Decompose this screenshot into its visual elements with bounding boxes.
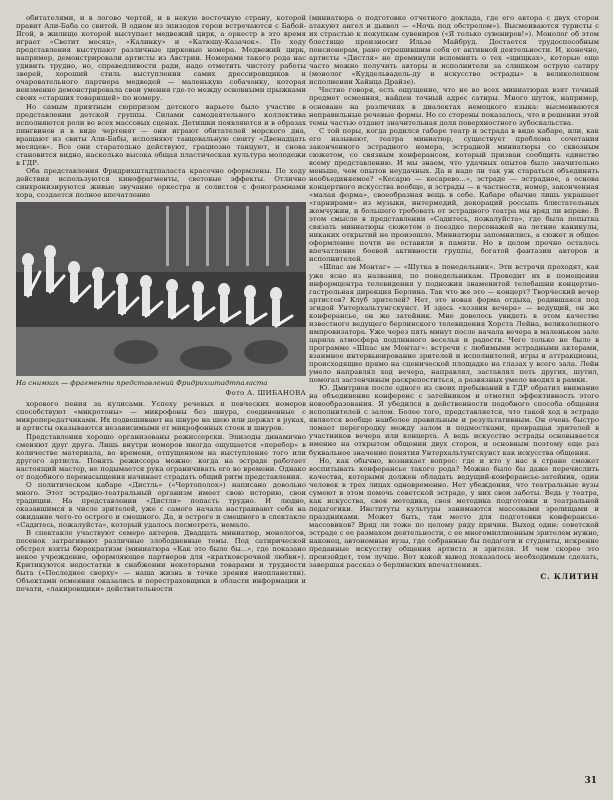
paragraph: «Шпас ам Монтаг» — «Шутка в понедельник». Эти встречи проходят, как уже ясно из названия, по понедельникам. Проводит их в помещении информцентра телевидения у подножия знаменитой телебашни концертно-гастрольная дирекция Берлина. Так что же это — концерт? Творческий вечер артистов? Клуб зрителей? Нет, это новая форма отдыха, родившаяся под эгидой Унтерхальтунгскунст. И здесь «хозяин вечера» — ведущий, он же конферансье, он же затейник. Мне довелось увидеть в этом качестве известного ведущего берлинского телевидения Хорста Лейна, великолепного импровизатора. Уже через пять минут после начала вечера в маленьком зале царила атмосфера подлинного веселья и радости. Чего только не было в программе «Шпас ам Монтаг»: встречи с любимыми эстрадными актерами, взаимное интервьюирование зрителей и исполнителей, игры и аттракционы, происходящие прямо на сценической площадке на глазах у всего зала. Лейн умело направлял ход вечера, направлял, заставлял петь других, шутил, помогал застенчивым раскрепоститься, а развязных умело вводил в рамки.	[309, 263, 599, 385]
paragraph: (миниатюра о подготовке отчетного доклада, где его автора с двух сторон атакуют ангел и дьявол — «Ночь под обстрелом»). Высмеиваются туристы с их страстью к покупкам сувениров («Я только сувениров!»). Монолог об этом блестяще произносит Ильзе Майбруд. Достается трудоспособным пенсионерам, рано отрешившим себя от активной деятельности. И, конечно, артисты «Дистля» не преминули вспомнить о тех «щищках», которые еще часто можно получить авторы и исполнители за слишком острую сатиру (монолог «Куддельвадель-ду и искусство эстрады» в великолепном исполнении Хайнца Драйзе).	[309, 14, 599, 87]
left-column	[16, 14, 306, 593]
paragraph: С той поры, когда родился габаре театр и эстрада в виде кабаре, или, как его называют, театра миниатюр, существует проблема сочетания законченного эстрадного номера, эстрадной миниатюры со сквозным сюжетом, со связным конферансом, который призван сообщить единство всему представлению. И мы знаем, что удачных опытов было значительно меньше, чем опытов неудачных. Да и надо ли так уж стараться объединять необъединяемое? «Кесарю — кесарево...», эстраде — эстрадное, а основа концертного искусства вообще, и эстрады — в частности, номер, законченная «малая форма», своеобразная вещь в себе. Кабаре обычно лишь украшает «гарнирами» из музыки, интермедий, декораций россыпь блистательных жемчужин, и большего требовать от эстрадного театра мы вряд ли вправе. В этом смысле в представлении «Садитесь, пожалуйста», где была попытка связать миниатюры сюжетом о поездке персонажей на летние каникулы, никаких открытий не произошло. Миниатюры запомнились, а сюжет и общее оформление почти не оставили в памяти. Но в целом прочно осталось впечатление боевой активности группы, богатой фантазии авторов и исполнителей.	[309, 126, 599, 264]
paragraph: Оба представления Фридрихштадтпаласта красочно оформлены. По ходу действия используются кинофрагменты, световые эффекты. Отлично синхронизируются живые звучание оркестра и солистов с фонограммами хора, создается полное впечатление	[16, 166, 306, 200]
paragraph: Но, как обычно, возникает вопрос: где и кто у нас в стране сможет воспитывать конферансье такого рода? Можно было бы даже перечислить качества, которыми должен обладать ведущий-конферансье-затейник, один человек в трех лицах одновременно. Нет убеждения, что театральные вузы сумеют в этом помочь советской эстраде, у них свои заботы. Ведь у театра, как искусства, своя методика, своя методика подготовки и театральной педагогики. Институты культуры занимаются массовыми зрелищами и праздниками. Может быть, там место для подготовки конферансье-массовиков? Вряд ли тоже по целому ряду причин. Выход один: советской эстраде с ее размахом деятельности, с ее многомиллионным зрителем нужно, наконец, автономные вузы, где собранные бы педагоги и студенты, искренне преданные искусству общения артиста и зрителя. И чем скорее это произойдет, тем лучше. Вот какой вывод показалось необходимым сделать, завершая рассказ о берлинских впечатлениях.	[309, 456, 599, 570]
paragraph: Честно говоря, есть ощущение, что не во всех миниатюрах взят точный предмет осмеяния, найден точный адрес сатиры. Много шуток, например, основано на различиях в диалектах немецкого языка: высмеиваются неправильные речевые формы. Но со стороны показалось, что в решении этой темы частью отдают значительная доля поверхностного зубоскальства.	[309, 86, 599, 127]
paragraph: О политическом кабаре «Дистль» («Чертополох») написано довольно много. Этот эстрадно-театральный организм имеет свою историю, свои традиции. На представлении «Дистля» попасть трудно. И людно, оказавшимся в числе зрителей, уже с самого начала настраивают себя на ожидание чего-то острого и смешного. Да, и остроге и смешного в спектакле «Садитесь, пожалуйста», который удалось посмотреть, немало.	[16, 480, 306, 530]
paragraph: В спектакле участвуют семеро актеров. Двадцать миниатюр, монологов, песенок затрагивают различные злободневные темы. Под сатирической обстрел взяты бюрократизм (миниатюра «Как это было бы...», где показано некое учреждение, оформляющее партнеров для «кратковсрочной любви»). Критикуются недостатки в снабжении некоторыми товарами и трудности быта («Последнее сверху» — наша жизнь в точке зрения инопланетян). Объектами осмеяния оказались и перестраховщики в области информации и печати, «лакировщики» действительности	[16, 529, 306, 594]
page-number: 31	[584, 776, 597, 786]
paragraph: Ю. Дмитриев после одного из своих пребываний в ГДР обратил внимание на объединение конференс с затейником и отметил эффективность этого новообразования. Я убедился в действенности подобного способа общения исполнителей с залом. Более того, представляется, что такой ход в эстраде является вообще наиболее правильным и результативным. Он очень быстро ломает перегородку между залом и подмостками, превращая зрителей в участников вечера или концерта. А ведь искусство эстрады основывается именно на открытом общении двух сторон, и основным поэтому еще раз буквальное значение понятия Унтерхальтунгскунст как искусства общения.	[309, 384, 599, 457]
stage-photo	[16, 202, 306, 376]
paragraph: Представления хорошо организованы режиссерски. Эпизоды динамично сменяют друг друга. Лишь внутри номеров иногда ощущается «перебор» в количестве материала, во времени, отпущенном на выступление того или другого артиста. Понять режиссера можно: когда на эстраде работает настоящий мастер, не подымается рука ограничивать его во времени. Однако от подобного перенасыщения начинает страдать общий ритм представления.	[16, 432, 306, 481]
paragraph: обитателями, и в логово чертей, и в некую восточную страну, которой правит Али-Баба со свитой. В одном из эпизодов герои встречаются с Бабой-Ягой, в жилище которой выступает медвежий цирк, а оркестр в это время играет «Светит месяц», «Калинку» и «Катюшу-Казачок». По ходу представления выступают различные цирковые номера. Медвежий цирк, например, демонстрировали артисты из Австрии. Номерами такого рода нас удивить трудно, но, справедливости ради, надо отметить чистоту работы зверей, хороший стиль выступления самих дрессировщиков и очаровательного партнера медведей — маленькую собачонку, которая неизменно демонстрировала свои умения где-то между основными прыжками своих «старших товарищей» по номеру.	[16, 14, 306, 103]
dancers-illustration	[16, 202, 306, 376]
photo-credit: Фото А. ШИБАНОВА	[225, 389, 306, 398]
paragraph: Но самым приятным сюрпризом детского варьете было участие в представлении детской группы. Силами самодеятельного коллектива исполняются роли во всех массовых сценах. Детишки появляются и в образах пингвинов и в виде чертенят — они играют обитателей морского дна, вращают из свиты Али-Бабы, исполняют танцевальную сюиту «Двенадцать месяцев». Все они старательно действуют, грациозно танцуют, и снова становится видно, насколько высока общая пластическая культура молодежи в ГДР.	[16, 102, 306, 167]
right-column	[309, 14, 599, 581]
author-signature: С. КЛИТИН	[540, 572, 599, 582]
paragraph: хорового пения за кулисами. Успеху речевых и певческих номеров способствуют «микротоны» — микрофоны без шнура, соединенные с микропередатчиками. Их подвешивают на шнуре на шею или держат в руках, и артисты оказываются независимыми от микрофонных стоек и шнуров.	[16, 400, 306, 433]
photo-caption: На снимках — фрагменты представлений Фридрихштадтпаласта	[16, 379, 268, 388]
